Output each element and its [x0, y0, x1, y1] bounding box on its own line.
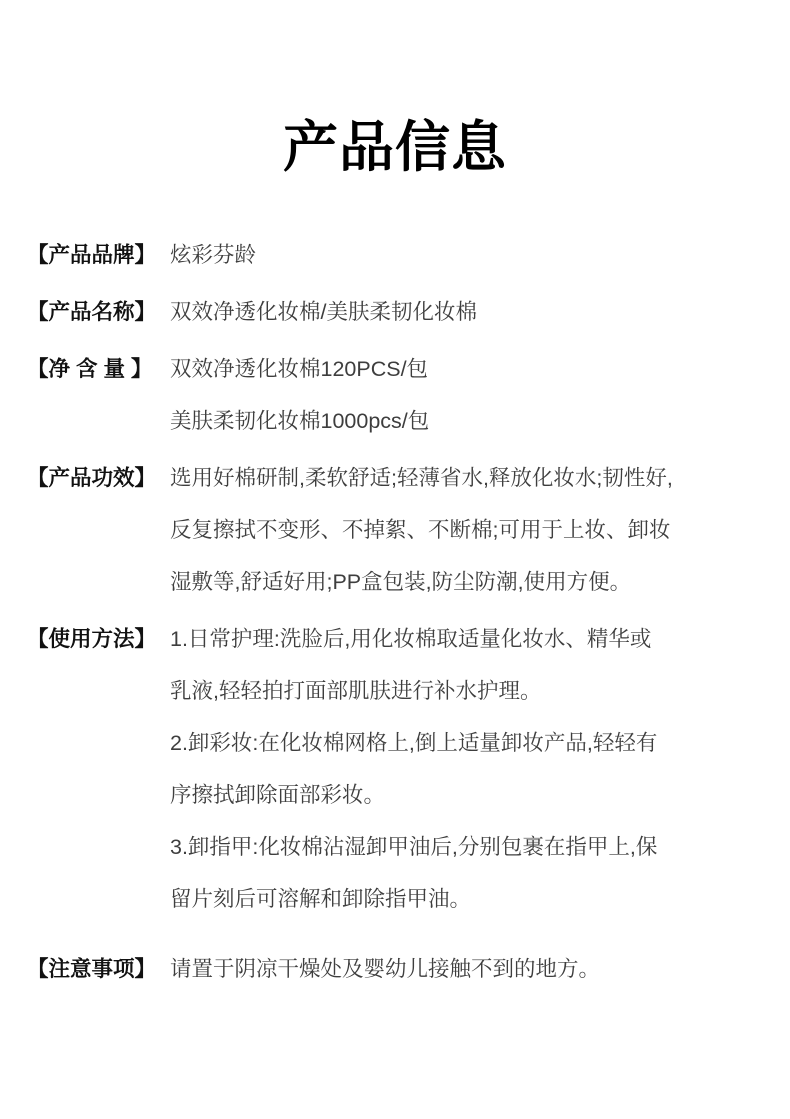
- section-content: [170, 286, 770, 338]
- text-line: 炫彩芬龄: [170, 243, 257, 268]
- section-notice: [27, 943, 770, 995]
- text-line: 请置于阴凉干燥处及婴幼儿接触不到的地方。: [170, 957, 601, 982]
- section-net-content: [27, 343, 770, 447]
- section-content: [170, 613, 770, 925]
- text-line: 乳液,轻轻拍打面部肌肤进行补水护理。: [170, 679, 542, 704]
- section-usage: [27, 613, 770, 925]
- section-label: 【使用方法】: [27, 627, 157, 652]
- text-line: 选用好棉研制,柔软舒适;轻薄省水,释放化妆水;韧性好,: [170, 466, 673, 491]
- text-line: 双效净透化妆棉/美肤柔韧化妆棉: [170, 300, 477, 325]
- section-product-brand: [27, 229, 770, 281]
- section-content: [170, 343, 770, 447]
- product-info-list: [0, 229, 790, 995]
- text-line: 美肤柔韧化妆棉1000pcs/包: [170, 409, 430, 434]
- text-line: 1.日常护理:洗脸后,用化妆棉取适量化妆水、精华或: [170, 627, 652, 652]
- section-efficacy: [27, 452, 770, 608]
- text-line: 双效净透化妆棉120PCS/包: [170, 357, 429, 382]
- section-content: [170, 452, 770, 608]
- text-line: 3.卸指甲:化妆棉沾湿卸甲油后,分别包裹在指甲上,保: [170, 835, 658, 860]
- section-content: [170, 229, 770, 281]
- section-label: 【产品功效】: [27, 466, 157, 491]
- text-line: 湿敷等,舒适好用;PP盒包装,防尘防潮,使用方便。: [170, 570, 632, 595]
- section-product-name: [27, 286, 770, 338]
- section-label: 【产品品牌】: [27, 243, 157, 268]
- section-content: [170, 943, 770, 995]
- text-line: 序擦拭卸除面部彩妆。: [170, 783, 386, 808]
- section-label: 【产品名称】: [27, 300, 157, 325]
- text-line: 留片刻后可溶解和卸除指甲油。: [170, 887, 472, 912]
- text-line: 反复擦拭不变形、不掉絮、不断棉;可用于上妆、卸妆: [170, 518, 671, 543]
- text-line: 2.卸彩妆:在化妆棉网格上,倒上适量卸妆产品,轻轻有: [170, 731, 658, 756]
- section-label: 【净 含 量 】: [27, 357, 153, 382]
- section-label: 【注意事项】: [27, 957, 157, 982]
- page-title: 产品信息: [282, 116, 507, 178]
